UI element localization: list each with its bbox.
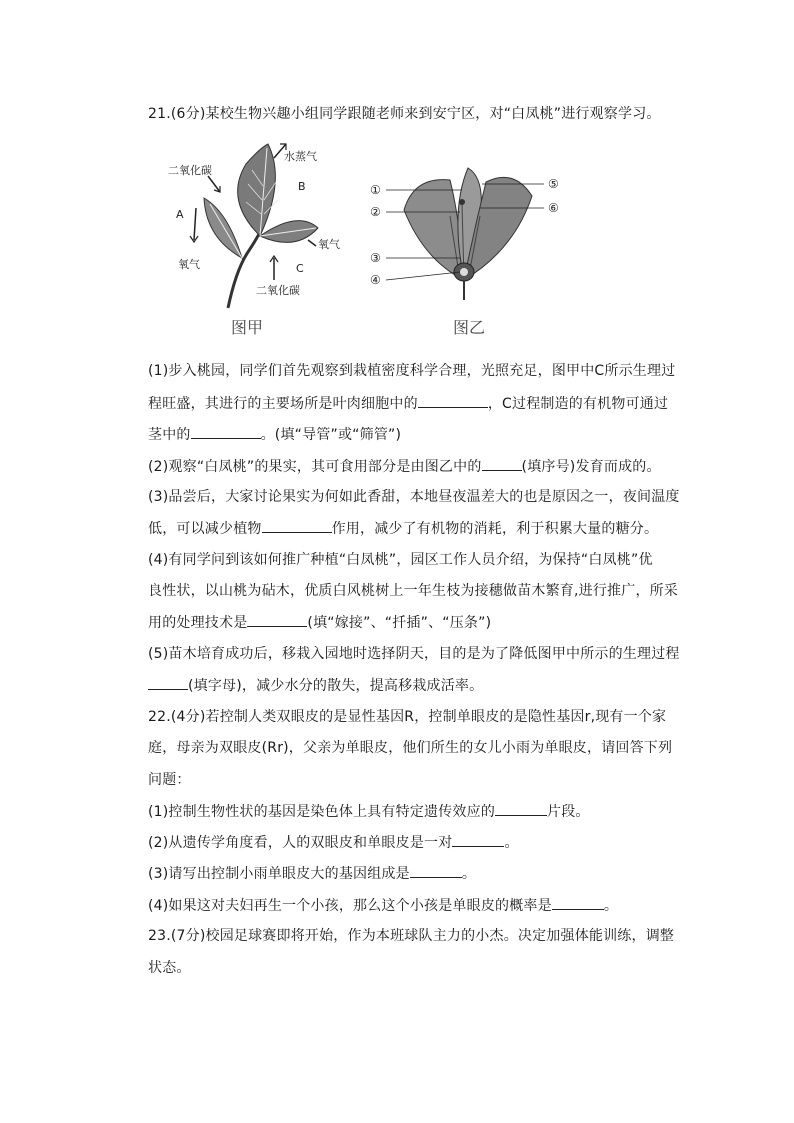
answer-blank-q22-2[interactable] [452, 832, 504, 847]
q22-part2 [148, 832, 519, 853]
answer-blank-q21-1b[interactable] [191, 424, 261, 439]
label-B: B [298, 180, 306, 193]
answer-blank-q22-4[interactable] [552, 895, 604, 910]
q21-part3-line2-a: 低，可以减少植物 [148, 521, 262, 537]
label-C: C [296, 262, 304, 275]
q21-part5-line1: (5)苗木培育成功后，移栽入园地时选择阴天，目的是为了降低图甲中所示的生理过程 [148, 646, 680, 662]
q22-stem-line2: 庭，母亲为双眼皮(Rr)，父亲为单眼皮，他们所生的女儿小雨为单眼皮，请回答下列 [148, 740, 673, 756]
q21-part1-line2-b: ，C过程制造的有机物可通过 [487, 396, 669, 412]
q21-part1-line1: (1)步入桃园，同学们首先观察到栽植密度科学合理，光照充足，图甲中C所示生理过 [148, 363, 676, 379]
q22-part3 [148, 863, 476, 884]
q21-part4-line3 [148, 612, 491, 633]
label-2: ② [370, 205, 381, 219]
answer-blank-q22-1[interactable] [495, 801, 547, 816]
q21-part5-line2-b: (填字母)，减少水分的散失，提高移栽成活率。 [188, 678, 484, 694]
arrow-co2-in [208, 176, 220, 192]
label-A: A [176, 208, 184, 221]
label-1: ① [370, 183, 381, 197]
ovule [460, 268, 468, 276]
figure-yi-flower-diagram [364, 140, 574, 312]
arrow-o2-out-left [194, 208, 196, 240]
q21-part1-line2-a: 程旺盛，其进行的主要场所是叶肉细胞中的 [148, 396, 418, 412]
q22-part2-b: 。 [504, 835, 519, 851]
answer-blank-q21-5[interactable] [148, 675, 188, 690]
q22-stem-line1: 22.(4分)若控制人类双眼皮的是显性基因R，控制单眼皮的是隐性基因r,现有一个家 [148, 709, 667, 725]
q21-part2-a: (2)观察“白凤桃”的果实，其可食用部分是由图乙中的 [148, 459, 482, 475]
label-o2-right: 氧气 [318, 238, 340, 251]
q22-stem-line3: 问题： [148, 772, 191, 788]
q21-part1-line3-a: 茎中的 [148, 427, 191, 443]
label-3: ③ [370, 251, 381, 265]
q21-part5-line2 [148, 675, 483, 696]
q21-part3-line2-b: 作用，减少了有机物的消耗，利于积累大量的糖分。 [331, 521, 659, 537]
q22-part1-a: (1)控制生物性状的基因是染色体上具有特定遗传效应的 [148, 804, 496, 820]
petal-left [404, 180, 464, 280]
figure-yi-caption: 图乙 [453, 318, 486, 337]
label-co2-top: 二氧化碳 [168, 164, 212, 177]
q22-part4 [148, 895, 618, 916]
q21-part4-line1: (4)有同学问到该如何推广种植“白凤桃”，园区工作人员介绍，为保持“白凤桃”优 [148, 552, 653, 568]
figure-jia-leaf-diagram [168, 140, 358, 312]
q23-stem-line2: 状态。 [148, 960, 191, 976]
label-5: ⑤ [548, 177, 559, 191]
q21-part4-line2: 良性状，以山桃为砧木，优质白风桃树上一年生枝为接穗做苗木繁育,进行推广，所采 [148, 583, 679, 599]
label-water-vapor: 水蒸气 [284, 150, 317, 163]
arrow-o2-out-right [308, 240, 316, 246]
leaf-diagram-svg [168, 140, 358, 312]
q21-part4-line3-b: (填“嫁接”、“扦插”、“压条”) [307, 615, 492, 631]
label-co2-bottom: 二氧化碳 [256, 284, 300, 297]
leader-4 [386, 272, 460, 280]
q21-part3-line2 [148, 518, 658, 539]
label-6: ⑥ [548, 201, 559, 215]
figure-jia-caption: 图甲 [231, 318, 264, 337]
q21-title: 21.(6分)某校生物兴趣小组同学跟随老师来到安宁区，对“白凤桃”进行观察学习。 [148, 106, 661, 122]
q22-part4-a: (4)如果这对夫妇再生一个小孩，那么这个小孩是单眼皮的概率是 [148, 898, 552, 914]
q21-part3-line1: (3)品尝后，大家讨论果实为何如此香甜，本地昼夜温差大的也是原因之一，夜间温度 [148, 489, 680, 505]
label-o2-left: 氧气 [178, 258, 200, 271]
q21-part2-b: (填序号)发育而成的。 [521, 459, 661, 475]
q22-part3-b: 。 [461, 866, 477, 882]
answer-blank-q21-4[interactable] [247, 612, 307, 627]
q22-part4-b: 。 [603, 898, 619, 914]
q21-part2 [148, 456, 661, 477]
flower-diagram-svg [364, 140, 574, 312]
stigma [459, 199, 465, 205]
q21-part1-line3-b: 。(填“导管”或“筛管”) [260, 427, 402, 443]
label-4: ④ [370, 273, 381, 287]
q21-part4-line3-a: 用的处理技术是 [148, 615, 248, 631]
answer-blank-q22-3[interactable] [410, 863, 462, 878]
q23-stem-line1: 23.(7分)校园足球赛即将开始，作为本班球队主力的小杰。决定加强体能训练，调整 [148, 928, 675, 944]
answer-blank-q21-2[interactable] [482, 456, 522, 471]
answer-blank-q21-1a[interactable] [418, 393, 488, 408]
q22-part2-a: (2)从遗传学角度看，人的双眼皮和单眼皮是一对 [148, 835, 453, 851]
q21-part1-line3 [148, 424, 401, 445]
leaf-center [238, 144, 276, 236]
q22-part3-a: (3)请写出控制小雨单眼皮大的基因组成是 [148, 866, 410, 882]
answer-blank-q21-3[interactable] [262, 518, 332, 533]
q21-part1-line2 [148, 393, 668, 414]
q22-part1 [148, 801, 590, 822]
q22-part1-b: 片段。 [547, 804, 590, 820]
